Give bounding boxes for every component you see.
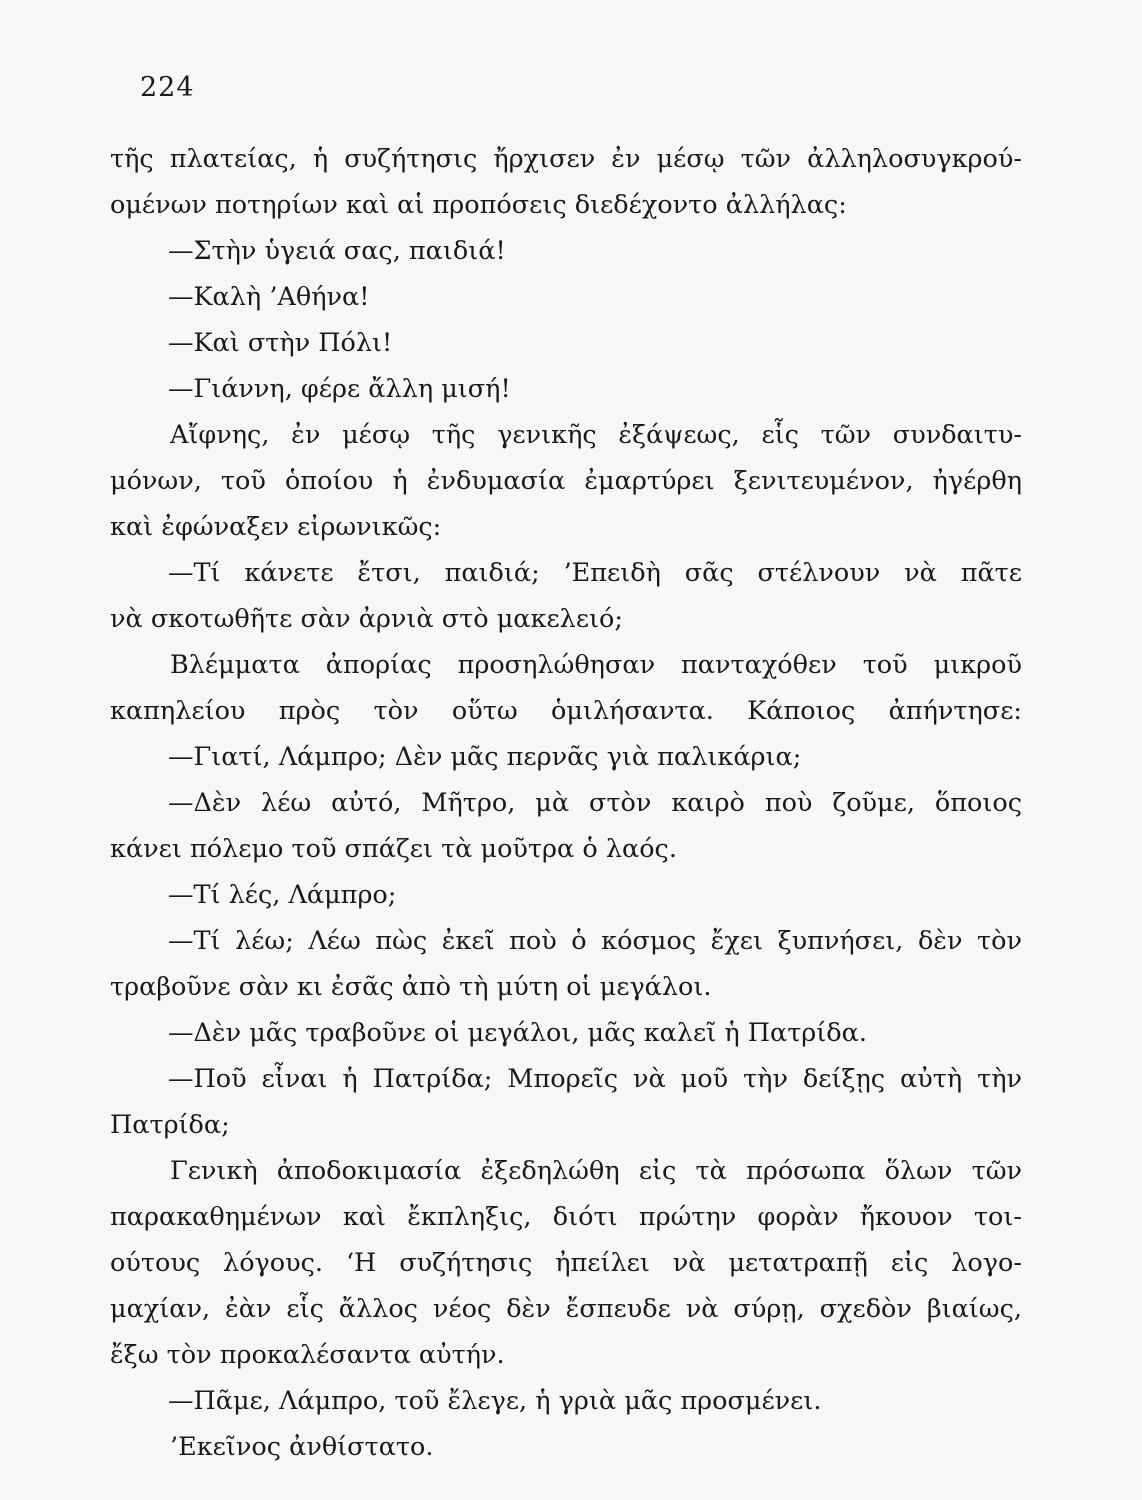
dialogue-line: —Δὲν λέω αὐτό, Μῆτρο, μὰ στὸν καιρὸ ποὺ ζοῦμε, ὅποιος [168,788,1022,818]
text-line: ομένων ποτηρίων καὶ αἱ προπόσεις διεδέχοντο ἀλλήλας: [110,190,847,220]
text-line: νὰ σκοτωθῆτε σὰν ἀρνιὰ στὸ μακελειό; [110,604,623,634]
text-line: ἔξω τὸν προκαλέσαντα αὐτήν. [110,1340,505,1370]
dialogue-line: —Δὲν μᾶς τραβοῦνε οἱ μεγάλοι, μᾶς καλεῖ ἡ Πατρίδα. [168,1018,867,1048]
text-line: παρακαθημένων καὶ ἔκπληξις, διότι πρώτην φορὰν ἤκουον τοι- [110,1202,1022,1232]
dialogue-line: —Γιάννη, φέρε ἄλλη μισή! [168,374,511,404]
text-line: κάνει πόλεμο τοῦ σπάζει τὰ μοῦτρα ὁ λαός. [110,834,677,864]
text-line: καπηλείου πρὸς τὸν οὕτω ὁμιλήσαντα. Κάποιος ἀπήντησε: [110,696,1022,726]
paragraph-start-line: Βλέμματα ἀπορίας προσηλώθησαν πανταχόθεν τοῦ μικροῦ [170,650,1022,680]
text-line: τραβοῦνε σὰν κι ἐσᾶς ἀπὸ τὴ μύτη οἱ μεγάλοι. [110,972,712,1002]
dialogue-line: —Καὶ στὴν Πόλι! [168,328,393,358]
text-line: τῆς πλατείας, ἡ συζήτησις ἤρχισεν ἐν μέσῳ τῶν ἀλληλοσυγκρού- [110,144,1022,174]
dialogue-line: —Ποῦ εἶναι ἡ Πατρίδα; Μπορεῖς νὰ μοῦ τὴν δείξῃς αὐτὴ τὴν [168,1064,1022,1094]
paragraph-start-line: ’Εκεῖνος ἀνθίστατο. [170,1432,434,1462]
page-number: 224 [140,72,195,103]
text-line: ούτους λόγους. ‘Η συζήτησις ἠπείλει νὰ μετατραπῇ εἰς λογο- [110,1248,1022,1278]
text-line: μαχίαν, ἐὰν εἷς ἄλλος νέος δὲν ἔσπευδε νὰ σύρῃ, σχεδὸν βιαίως, [110,1294,1022,1324]
dialogue-line: —Καλὴ ’Αθήνα! [168,282,370,312]
dialogue-line: —Πᾶμε, Λάμπρο, τοῦ ἔλεγε, ἡ γριὰ μᾶς προσμένει. [168,1386,822,1416]
paragraph-start-line: Γενικὴ ἀποδοκιμασία ἐξεδηλώθη εἰς τὰ πρόσωπα ὅλων τῶν [170,1156,1022,1186]
dialogue-line: —Τί κάνετε ἔτσι, παιδιά; ’Επειδὴ σᾶς στέλνουν νὰ πᾶτε [168,558,1022,588]
dialogue-line: —Γιατί, Λάμπρο; Δὲν μᾶς περνᾶς γιὰ παλικάρια; [168,742,802,772]
dialogue-line: —Τί λέω; Λέω πὼς ἐκεῖ ποὺ ὁ κόσμος ἔχει ξυπνήσει, δὲν τὸν [168,926,1022,956]
body-text [110,136,1022,1470]
text-line: Πατρίδα; [110,1110,230,1140]
paragraph-start-line: Αἴφνης, ἐν μέσῳ τῆς γενικῆς ἐξάψεως, εἷς τῶν συνδαιτυ- [170,420,1022,450]
text-line: καὶ ἐφώναξεν εἰρωνικῶς: [110,512,442,542]
dialogue-line: —Τί λές, Λάμπρο; [168,880,397,910]
dialogue-line: —Στὴν ὑγειά σας, παιδιά! [168,236,506,266]
text-line: μόνων, τοῦ ὁποίου ἡ ἐνδυμασία ἐμαρτύρει ξενιτευμένον, ἠγέρθη [110,466,1022,496]
